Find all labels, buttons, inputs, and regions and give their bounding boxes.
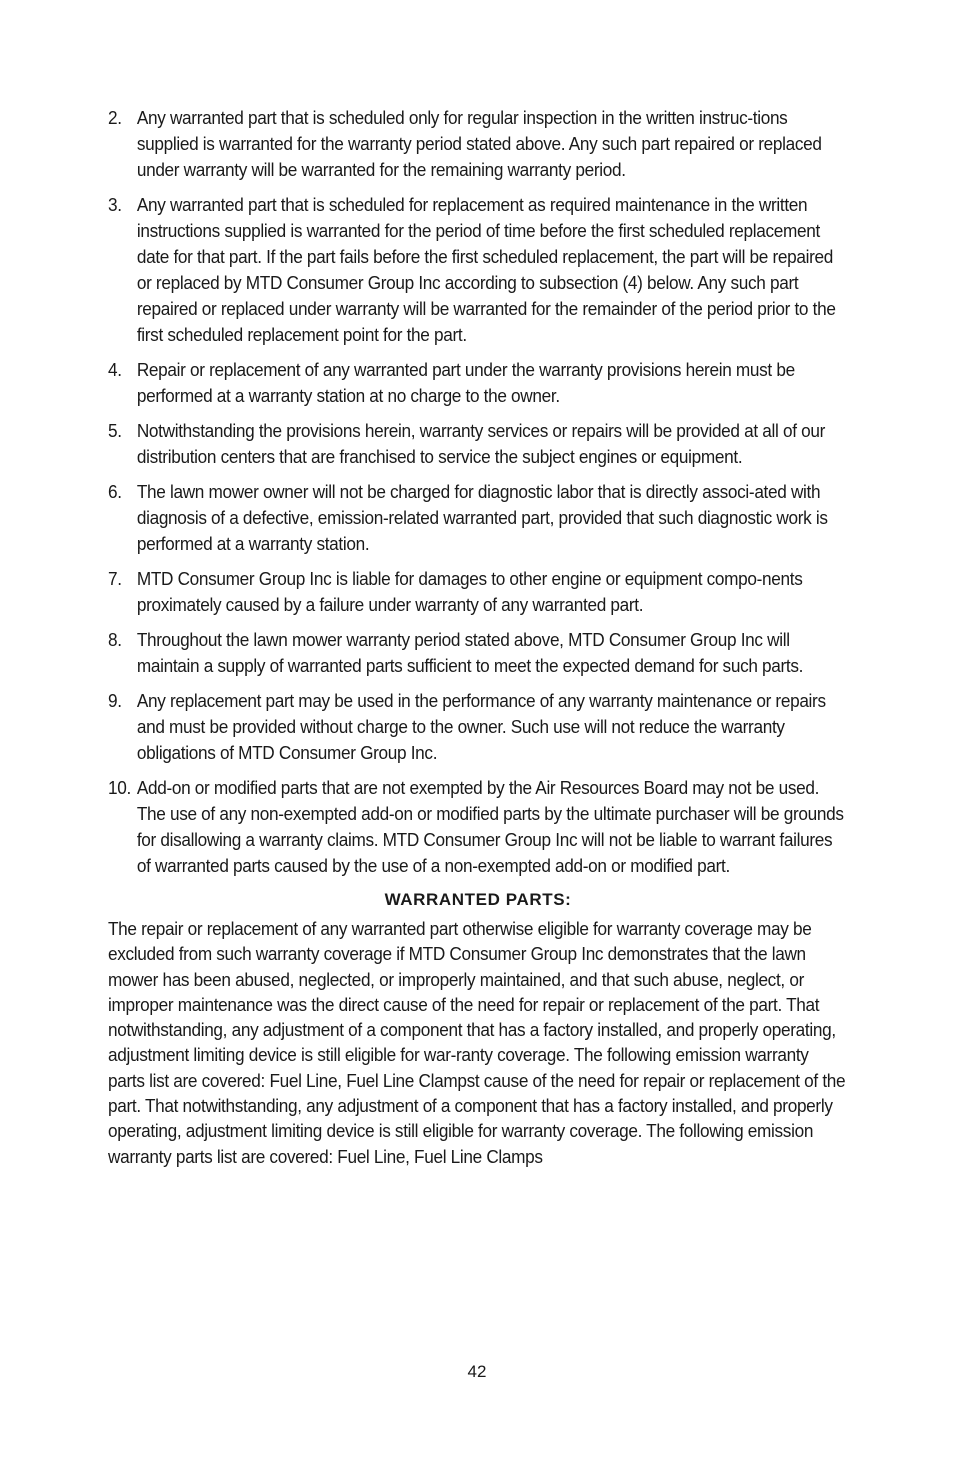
list-item-10 [108,775,847,879]
list-text: Any warranted part that is scheduled for replacement as required maintenance in the written instructions supplied is warranted for the period of time before the first scheduled replacement date for that part. If the part fails before the first scheduled replacement, the part will be repaired or replaced by MTD Consumer Group Inc according to subsection (4) below. Any such part repaired or replaced under warranty will be warranted for the remainder of the period prior to the first scheduled replacement point for the part. [136,194,836,345]
list-item-5 [108,418,847,470]
list-text: Repair or replacement of any warranted part under the warranty provisions herein must be performed at a warranty station at no charge to the owner. [136,359,795,406]
list-number: 2. [108,107,122,128]
list-text: MTD Consumer Group Inc is liable for damages to other engine or equipment compo-nents proximately caused by a failure under warranty of any warranted part. [136,568,803,615]
list-number: 7. [108,568,122,589]
list-text: The lawn mower owner will not be charged for diagnostic labor that is directly associ-ated with diagnosis of a defective, emission-related warranted part, provided that such diagnostic work is performed at a warranty station. [136,481,828,554]
list-item-3 [108,192,847,348]
list-number: 5. [108,420,122,441]
list-text: Any replacement part may be used in the performance of any warranty maintenance or repairs and must be provided without charge to the owner. Such use will not reduce the warranty obligations of MTD Consumer Group Inc. [136,690,826,763]
list-item-8 [108,627,847,679]
list-number: 9. [108,690,122,711]
list-number: 8. [108,629,122,650]
list-item-2 [108,105,847,183]
list-number: 3. [108,194,122,215]
list-item-9 [108,688,847,766]
section-heading: WARRANTED PARTS: [384,890,572,909]
document-body [108,105,848,1169]
list-item-6 [108,479,847,557]
list-text: Any warranted part that is scheduled only for regular inspection in the written instruc-tions supplied is warranted for the warranty period stated above. Any such part repaired or replaced under warranty will be warranted for the remaining warranty period. [136,107,822,180]
list-number: 4. [108,359,122,380]
list-number: 10. [108,777,131,798]
list-number: 6. [108,481,122,502]
list-text: Notwithstanding the provisions herein, warranty services or repairs will be provided at all of our distribution centers that are franchised to service the subject engines or equipment. [136,420,826,467]
section-paragraph: The repair or replacement of any warranted part otherwise eligible for warranty coverage may be excluded from such warranty coverage if MTD Consumer Group Inc demonstrates that the lawn mower has been abused, neglected, or improperly maintained, and that such abuse, neglect, or improper maintenance was the direct cause of the need for repair or replacement of the part. That notwithstanding, any adjustment of a component that has a factory installed, and properly operating, adjustment limiting device is still eligible for war-ranty coverage. The following emission warranty parts list are covered: Fuel Line, Fuel Line Clampst cause of the need for repair or replacement of the part. That notwithstanding, any adjustment of a component that has a factory installed, and properly operating, adjustment limiting device is still eligible for warranty coverage. The following emission warranty parts list are covered: Fuel Line, Fuel Line Clamps [108,918,846,1167]
list-text: Add-on or modified parts that are not exempted by the Air Resources Board may not be used. The use of any non-exempted add-on or modified parts by the ultimate purchaser will be grounds for disallowing a warranty claims. MTD Consumer Group Inc will not be liable to warrant failures of warranted parts caused by the use of a non-exempted add-on or modified part. [136,777,844,876]
list-text: Throughout the lawn mower warranty period stated above, MTD Consumer Group Inc will maintain a supply of warranted parts sufficient to meet the expected demand for such parts. [136,629,804,676]
list-item-4 [108,357,847,409]
page-number: 42 [467,1362,487,1381]
list-item-7 [108,566,847,618]
